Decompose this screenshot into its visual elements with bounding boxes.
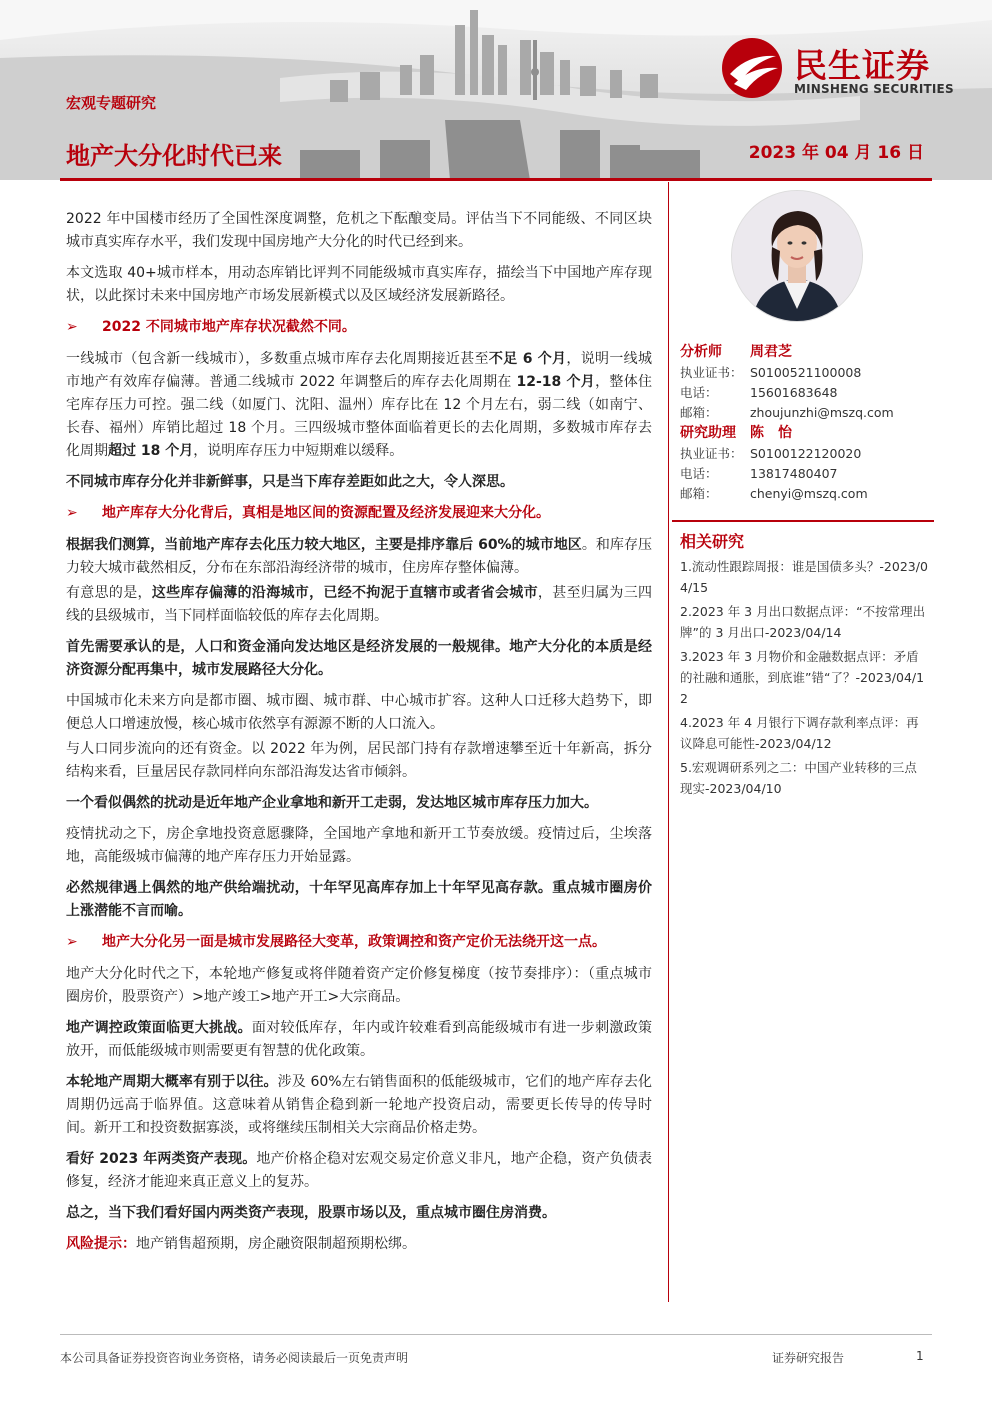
analyst-header: 分析师 周君芝 [680,342,930,363]
paragraph: 首先需要承认的是，人口和资金涌向发达地区是经济发展的一般规律。地产大分化的本质是经济资源分配再集中，城市发展路径大分化。 [66,639,652,678]
assistant-license-row: 执业证书： S0100122120020 [680,446,862,461]
highlight-text: 地产库存大分化背后，真相是地区间的资源配置及经济发展迎来大分化。 [102,505,550,521]
bullet-arrow-icon: ➢ [66,934,78,950]
header-banner [0,0,992,180]
paragraph: 地产大分化时代之下，本轮地产修复或将伴随着资产定价修复梯度（按节奏排序）：（重点城市圈房价，股票资产）>地产竣工>地产开工>大宗商品。 [66,966,652,1005]
paragraph: 2022 年中国楼市经历了全国性深度调整，危机之下酝酿变局。评估当下不同能级、不同区块城市真实库存水平，我们发现中国房地产大分化的时代已经到来。 [66,211,652,250]
assistant-header: 研究助理 陈 怡 [680,423,930,444]
minsheng-emblem-icon [718,36,788,100]
highlight-text: 地产大分化另一面是城市发展路径大变革，政策调控和资产定价无法绕开这一点。 [102,934,606,950]
bullet-arrow-icon: ➢ [66,319,78,335]
page-number: 1 [916,1349,924,1363]
analyst-license-row: 执业证书： S0100521100008 [680,365,862,380]
report-date: 2023 年 04 月 16 日 [748,143,924,163]
analyst-email-row: 邮箱： zhoujunzhi@mszq.com [680,403,930,423]
assistant-email-row: 邮箱： chenyi@mszq.com [680,484,930,504]
analyst-photo [731,190,863,322]
paragraph: 总之，当下我们看好国内两类资产表现，股票市场以及，重点城市圈住房消费。 [66,1205,556,1221]
footer-divider [60,1334,932,1335]
paragraph: 疫情扰动之下，房企拿地投资意愿骤降，全国地产拿地和新开工节奏放缓。疫情过后，尘埃落地，高能级城市偏薄的地产库存压力开始显露。 [66,826,652,865]
paragraph: 中国城市化未来方向是都市圈、城市圈、城市群、中心城市扩容。这种人口迁移大趋势下，即便总人口增速放慢，核心城市依然享有源源不断的人口流入。 [66,693,652,732]
assistant-email[interactable]: chenyi@mszq.com [750,486,868,501]
paragraph: 一个看似偶然的扰动是近年地产企业拿地和新开工走弱，发达地区城市库存压力加大。 [66,795,598,811]
related-research-title: 相关研究 [680,532,745,551]
section-highlight [66,931,652,954]
related-item[interactable]: 3.2023 年 3 月物价和金融数据点评：矛盾的社融和通胀，到底谁”错“了？-2023/04/12 [680,649,925,706]
related-divider [672,520,934,522]
minsheng-logo [718,36,968,100]
paragraph: 不同城市库存分化并非新鲜事，只是当下库存差距如此之大，令人深思。 [66,474,514,490]
paragraph: 与人口同步流向的还有资金。以 2022 年为例，居民部门持有存款增速攀至近十年新高，拆分结构来看，巨量居民存款同样向东部沿海发达省市倾斜。 [66,741,652,780]
section-highlight [66,316,652,339]
analyst-info [680,342,930,504]
paragraph: 本轮地产周期大概率有别于以往。涉及 60%左右销售面积的低能级城市，它们的地产库存去化周期仍远高于临界值。这意味着从销售企稳到新一轮地产投资启动，需要更长传导的传导时间。新开工和投资数据寡淡，或将继续压制相关大宗商品价格走势。 [66,1074,653,1136]
highlight-text: 2022 不同城市地产库存状况截然不同。 [102,319,356,335]
analyst-email[interactable]: zhoujunzhi@mszq.com [750,405,894,420]
report-series-label: 宏观专题研究 [66,94,157,112]
analyst-portrait-icon [732,191,862,321]
paragraph: 本文选取 40+城市样本，用动态库销比评判不同能级城市真实库存，描绘当下中国地产库存现状，以此探讨未来中国房地产市场发展新模式以及区域经济发展新路径。 [66,265,652,304]
logo-english-name: MINSHENG SECURITIES [794,82,954,96]
header-divider [60,178,932,181]
risk-warning: 风险提示：地产销售超预期，房企融资限制超预期松绑。 [66,1236,416,1252]
column-divider [668,182,669,1302]
footer-disclaimer: 本公司具备证券投资咨询业务资格，请务必阅读最后一页免责声明 [60,1351,409,1365]
report-title: 地产大分化时代已来 [66,142,282,170]
logo-chinese-name: 民生证券 [794,46,930,85]
main-content [66,208,652,1264]
paragraph: 必然规律遇上偶然的地产供给端扰动，十年罕见高库存加上十年罕见高存款。重点城市圈房价上涨潜能不言而喻。 [66,880,652,919]
bullet-arrow-icon: ➢ [66,505,78,521]
paragraph: 看好 2023 年两类资产表现。地产价格企稳对宏观交易定价意义非凡，地产企稳，资产负债表修复，经济才能迎来真正意义上的复苏。 [66,1151,652,1190]
paragraph: 地产调控政策面临更大挑战。面对较低库存，年内或许较难看到高能级城市有进一步刺激政策放开，而低能级城市则需要更有智慧的优化政策。 [66,1020,653,1059]
related-item[interactable]: 2.2023 年 3 月出口数据点评：“不按常理出牌”的 3 月出口-2023/04/14 [680,604,926,640]
paragraph: 有意思的是，这些库存偏薄的沿海城市，已经不拘泥于直辖市或者省会城市，甚至归属为三四线的县级城市，当下同样面临较低的库存去化周期。 [66,585,653,624]
footer-report-type: 证券研究报告 [772,1351,845,1365]
paragraph: 根据我们测算，当前地产库存去化压力较大地区，主要是排序靠后 60%的城市地区。和库存压力较大城市截然相反，分布在东部沿海经济带的城市，住房库存整体偏薄。 [66,537,653,576]
analyst-name: 周君芝 [750,344,792,360]
related-item[interactable]: 1.流动性跟踪周报：谁是国债多头？-2023/04/15 [680,559,928,595]
section-highlight [66,502,652,525]
related-item[interactable]: 5.宏观调研系列之二：中国产业转移的三点现实-2023/04/10 [680,760,917,796]
assistant-phone-row: 电话： 13817480407 [680,466,838,481]
paragraph: 一线城市（包含新一线城市），多数重点城市库存去化周期接近甚至不足 6 个月，说明一线城市地产有效库存偏薄。普通二线城市 2022 年调整后的库存去化周期在 12-18 个月，整体住宅库存压力可控。强二线（如厦门、沈阳、温州）库存比在 12 个月左右，弱二线（如南宁、长春、福州）库销比超过 18 个月。三四级城市整体面临着更长的去化周期，多数城市库存去化周期超过 18 个月，说明库存压力中短期难以缓释。 [66,351,653,459]
risk-label: 风险提示： [66,1236,136,1252]
analyst-phone-row: 电话： 15601683648 [680,385,838,400]
related-item[interactable]: 4.2023 年 4 月银行下调存款利率点评：再议降息可能性-2023/04/12 [680,715,919,751]
related-research-list [680,556,928,802]
assistant-name: 陈 怡 [750,425,792,441]
